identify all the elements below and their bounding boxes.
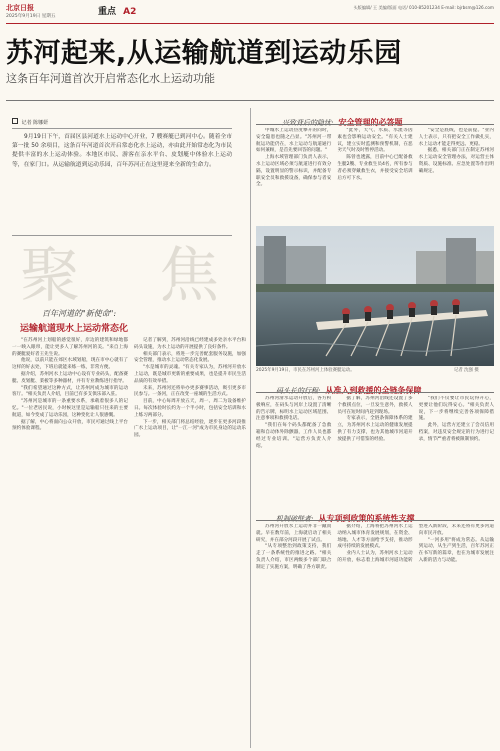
byline-icon <box>12 118 18 124</box>
section-c-body <box>256 524 494 746</box>
paragraph: 据了解，苏州河沿线还设置了多个救援点位，一旦发生意外，救援人员可在短时间内赶到现场。 <box>337 396 413 415</box>
paragraph: 据悉，相关部门正在制定苏州河水上运动安全管理办法，对运营主体资质、设施标准、应急处置等作出明确规定。 <box>418 148 494 174</box>
section-b-rule <box>256 392 494 393</box>
photo-caption: 2025年9月19日，市民在苏州河上体验赛艇运动。 <box>256 368 355 373</box>
paragraph: "我们希望通过这种方式，让苏州河成为城市的运动客厅。"相关负责人介绍，目前已有多支俱乐部入驻。 <box>12 385 128 398</box>
paragraph: "一河多用"将成为常态。从运输到运动，从生产到生活，百年苏河正在书写新的篇章，也在为城市发展注入新的活力与动能。 <box>418 537 494 563</box>
byline-text: 记者 陈娜妍 <box>21 120 49 126</box>
issue-date: 2025年9月19日 星期五 <box>6 14 56 19</box>
paragraph: 下一步，相关部门将总结经验，逐步在更多河段推广水上运动项目，让"一江一河"成为市民身边的运动乐园。 <box>134 419 246 439</box>
left-feature-title: 运输航道现水上运动常态化 <box>20 324 129 334</box>
left-feature-col-1 <box>12 338 128 433</box>
paragraph: 苏州河开放水上运动并非一蹴而就。早在数年前，上海就启动了相关研究，并在部分河段开展了试点。 <box>256 524 332 543</box>
lead-box <box>12 128 232 236</box>
section-c-title: 从专项到政策的系统性支撑 <box>318 513 415 523</box>
section-c-rule <box>256 520 494 521</box>
section-a-title: 安全管理的必答题 <box>338 117 403 127</box>
section-c-kicker: 机制破壁者: <box>276 515 314 523</box>
calligraphy-mark: 聚 焦 <box>20 241 250 311</box>
column-divider <box>250 108 251 748</box>
header-rule <box>6 23 494 24</box>
paragraph: 他说，以前只能在郊区水域划船，现在市中心就有了这样的好去处，下班后就能来练一练，非常方便。 <box>12 358 128 371</box>
section-a-body <box>256 128 494 223</box>
section-a-heading <box>282 110 402 129</box>
section-name: 重点 <box>98 7 117 17</box>
paragraph: 未来，苏州河还将举办更多赛事活动，吸引更多市民参与。一条河，正在改变一座城的生活方式。 <box>134 385 246 398</box>
paragraph: 此外，运营方还建立了会员信用档案，对违反安全规定的行为进行记录，情节严重者将被限制预约。 <box>418 423 494 442</box>
headline-rule <box>6 100 494 101</box>
rowing-photo <box>256 226 494 366</box>
section-b-title: 从准入到救援的全链条保障 <box>325 385 422 395</box>
paragraph: "从专项整治到政策支持，我们走了一条系统性的推进之路。"相关负责人介绍，市区两级多个部门联合制定了实施方案，明确了各方职责。 <box>256 544 332 570</box>
section-b-body <box>256 396 494 502</box>
subheadline: 这条百年河道首次开启常态化水上运动功能 <box>6 72 215 85</box>
paragraph: 上海水域管理部门负责人表示，水上运动区域必须与航道进行有效分隔，设置明显的警示标识，并配备专职安全员和救援设备，确保参与者安全。 <box>256 155 332 188</box>
paragraph: 苏州河滑水运动开放后，各方积极响应，在码头与河岸上设置了清晰的告示牌，标明水上运动区域范围、注意事项和救援电话。 <box>256 396 332 422</box>
section-a-rule <box>256 124 494 125</box>
paragraph: "此外，天气、水质、水流等因素也会影响运动安全。"有关人士建议，建立实时监测和预警机制，在恶劣天气时及时暂停活动。 <box>337 128 413 154</box>
byline <box>12 118 48 126</box>
paragraph: 陈曾也透露，目前中心已配备救生艇2艘、专业救生员4名，所有参与者必须穿戴救生衣，并接受安全培训后方可下水。 <box>337 155 413 181</box>
paragraph: "水是城市的灵魂。"有关专家认为，苏州河开放水上运动，既是城市更新的重要成果，也是提升市民生活品质的有效举措。 <box>134 365 246 384</box>
section-b-kicker: 码头长的行程: <box>276 387 321 395</box>
paragraph: 中城水上运动热度攀升的同时，安全隐患也随之凸显。"苏州河一带航运功能仍在，水上运动与航道通行如何兼顾，是首先要回答的问题。" <box>256 128 332 154</box>
paragraph: 据介绍，上海将把苏州河水上运动纳入城市体育发展规划，在资金、场地、人才等方面给予支持，推动形成可持续的发展模式。 <box>337 524 413 550</box>
paper-name: 北京日报 <box>6 3 34 12</box>
section-a-kicker: 兴致背后的隐忧: <box>282 119 334 127</box>
paragraph: "我们在每个码头都配备了急救箱和自动体外除颤器，工作人员也都经过专业培训。"运营方负责人介绍。 <box>256 423 332 449</box>
paragraph: 专家表示，全链条保障体系的建立，为苏州河水上运动的健康发展提供了有力支撑，也为其他城市河道开放提供了可借鉴的经验。 <box>337 416 413 442</box>
section-c-heading <box>276 506 414 525</box>
photo-credit: 记者 沈强 摄 <box>454 368 479 373</box>
left-feature-col-2 <box>134 338 246 440</box>
paragraph: 据了解，中心将面向公众开放，市民可通过线上平台预约体验课程。 <box>12 419 128 432</box>
paragraph: 相关部门表示，将进一步完善配套服务设施，加强安全管理，推动水上运动常态化发展。 <box>134 351 246 364</box>
paragraph: 业内人士认为，苏州河水上运动的开放，标志着上海城市河道功能转型进入新阶段，未来还将有更多河道向市民开放。 <box>337 524 494 563</box>
section-label <box>98 4 136 17</box>
section-b-heading <box>276 378 421 397</box>
header-meta: 头版编辑/ 王 美编/版面 电话/ 010-85201234 E-mail: bjrbsm@126.com <box>353 5 494 10</box>
paragraph: "在苏州河上划船的感觉很好，岸边的建筑和绿地都一一映入眼帘，能让更多人了解苏州河的美。"来自上海的赛艇爱好者王先生说。 <box>12 338 128 357</box>
paragraph: "苏州河是城市的一条重要水系，承载着很多人的记忆。"一位老居民说，小时候这里是运输船只往来的主要航道，如今变成了运动乐园，这种变化让人很感慨。 <box>12 399 128 418</box>
masthead <box>6 3 494 25</box>
paragraph: "我们不仅要让市民玩得开心，更要让他们玩得安心。"相关负责人说，下一步将继续完善各项保障措施。 <box>418 396 494 422</box>
left-feature-kicker: 百年河道的"新使命": <box>42 309 117 318</box>
page-number: A2 <box>123 7 137 17</box>
paragraph: 据介绍，苏州河水上运动中心设有专业码头，配备赛艇、皮划艇、桨板等多种器材，并有专业教练进行指导。 <box>12 371 128 384</box>
paragraph: 记者了解到，苏州河沿线已经建成多处亲水平台和码头设施，为水上运动的开展提供了良好条件。 <box>134 338 246 350</box>
lead-paragraph: 9月19日下午，首届区县河道水上运动中心开业，7 艘赛艇已到河中心。随着全市第一批 50 余项目，这条百年河道首次开启常态化水上运动，亦由此开始常态化为市民提供丰富的水上运动体验。本地区市民、游客在亲水平台、皮划艇中体验水上运动等，在家门口。从运输航道到运动乐园，百年苏河正在这里迎来全新的生命力。 <box>12 134 232 168</box>
paragraph: 目前，中心每周开放五天，周一、周二为设备维护日。每次体验时长约为一个半小时，包括安全培训和水上练习两部分。 <box>134 399 246 418</box>
headline: 苏河起来,从运输航道到运动乐园 <box>6 38 402 69</box>
paragraph: "安全是底线，也是前提。"业内人士表示，只有把安全工作做扎实，水上运动才能走得更远、更稳。 <box>418 128 494 147</box>
